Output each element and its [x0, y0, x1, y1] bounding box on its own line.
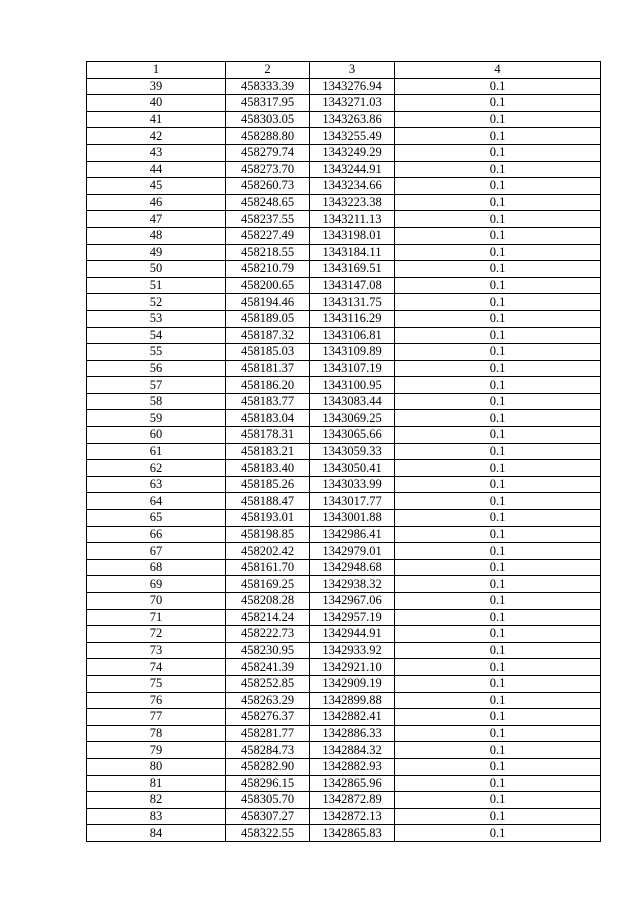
table-cell: 0.1: [395, 277, 601, 294]
table-cell: 1342948.68: [310, 559, 395, 576]
table-cell: 1343059.33: [310, 443, 395, 460]
table-cell: 1342921.10: [310, 659, 395, 676]
table-cell: 458187.32: [226, 327, 310, 344]
table-row: [87, 344, 601, 361]
table-row: [87, 792, 601, 809]
table-cell: 64: [87, 493, 226, 510]
table-cell: 458186.20: [226, 377, 310, 394]
table-cell: 0.1: [395, 227, 601, 244]
table-cell: 458263.29: [226, 692, 310, 709]
table-cell: 458218.55: [226, 244, 310, 261]
table-cell: 1342979.01: [310, 543, 395, 560]
table-cell: 1343211.13: [310, 211, 395, 228]
table-row: [87, 559, 601, 576]
table-cell: 458210.79: [226, 261, 310, 278]
table-row: [87, 510, 601, 527]
table-cell: 458279.74: [226, 144, 310, 161]
table-cell: 1343255.49: [310, 128, 395, 145]
table-cell: 458181.37: [226, 360, 310, 377]
table-cell: 51: [87, 277, 226, 294]
table-cell: 41: [87, 111, 226, 128]
table-cell: 0.1: [395, 294, 601, 311]
table-cell: 1342944.91: [310, 626, 395, 643]
table-cell: 0.1: [395, 144, 601, 161]
table-cell: 0.1: [395, 543, 601, 560]
table-cell: 458241.39: [226, 659, 310, 676]
table-cell: 458317.95: [226, 95, 310, 112]
table-cell: 458303.05: [226, 111, 310, 128]
column-header: 4: [395, 62, 601, 79]
table-cell: 0.1: [395, 476, 601, 493]
table-header-row: [87, 62, 601, 79]
table-cell: 1343184.11: [310, 244, 395, 261]
table-row: [87, 460, 601, 477]
table-cell: 0.1: [395, 626, 601, 643]
table-cell: 73: [87, 642, 226, 659]
table-cell: 0.1: [395, 178, 601, 195]
table-cell: 1343223.38: [310, 194, 395, 211]
table-cell: 1343234.66: [310, 178, 395, 195]
table-cell: 78: [87, 725, 226, 742]
table-row: [87, 227, 601, 244]
table-cell: 52: [87, 294, 226, 311]
table-cell: 458183.21: [226, 443, 310, 460]
table-cell: 0.1: [395, 78, 601, 95]
table-cell: 458194.46: [226, 294, 310, 311]
table-row: [87, 626, 601, 643]
table-cell: 55: [87, 344, 226, 361]
table-cell: 1343017.77: [310, 493, 395, 510]
table-row: [87, 360, 601, 377]
table-row: [87, 410, 601, 427]
table-cell: 1343131.75: [310, 294, 395, 311]
table-cell: 43: [87, 144, 226, 161]
table-cell: 62: [87, 460, 226, 477]
table-cell: 0.1: [395, 725, 601, 742]
table-row: [87, 427, 601, 444]
table-cell: 50: [87, 261, 226, 278]
table-cell: 68: [87, 559, 226, 576]
table-row: [87, 476, 601, 493]
table-cell: 458333.39: [226, 78, 310, 95]
table-cell: 48: [87, 227, 226, 244]
table-cell: 458214.24: [226, 609, 310, 626]
table-cell: 458183.04: [226, 410, 310, 427]
table-row: [87, 393, 601, 410]
table-cell: 458230.95: [226, 642, 310, 659]
table-cell: 458178.31: [226, 427, 310, 444]
table-cell: 1343244.91: [310, 161, 395, 178]
table-row: [87, 775, 601, 792]
table-cell: 458183.40: [226, 460, 310, 477]
table-cell: 1343271.03: [310, 95, 395, 112]
table-cell: 0.1: [395, 211, 601, 228]
table-cell: 56: [87, 360, 226, 377]
table-cell: 74: [87, 659, 226, 676]
table-cell: 458273.70: [226, 161, 310, 178]
table-row: [87, 742, 601, 759]
table-cell: 0.1: [395, 559, 601, 576]
table-cell: 1343276.94: [310, 78, 395, 95]
table-cell: 0.1: [395, 758, 601, 775]
table-cell: 81: [87, 775, 226, 792]
table-cell: 82: [87, 792, 226, 809]
table-cell: 458185.03: [226, 344, 310, 361]
table-cell: 1343109.89: [310, 344, 395, 361]
table-cell: 80: [87, 758, 226, 775]
table-cell: 0.1: [395, 709, 601, 726]
table-row: [87, 808, 601, 825]
table-cell: 1343147.08: [310, 277, 395, 294]
table-cell: 1343249.29: [310, 144, 395, 161]
table-cell: 45: [87, 178, 226, 195]
table-cell: 0.1: [395, 642, 601, 659]
table-cell: 0.1: [395, 128, 601, 145]
coordinates-table: [86, 61, 601, 842]
table-row: [87, 576, 601, 593]
table-cell: 0.1: [395, 360, 601, 377]
table-row: [87, 194, 601, 211]
table-cell: 0.1: [395, 327, 601, 344]
table-cell: 40: [87, 95, 226, 112]
table-cell: 458296.15: [226, 775, 310, 792]
table-cell: 39: [87, 78, 226, 95]
table-cell: 458169.25: [226, 576, 310, 593]
table-cell: 1342957.19: [310, 609, 395, 626]
table-cell: 53: [87, 310, 226, 327]
table-row: [87, 128, 601, 145]
table-cell: 458202.42: [226, 543, 310, 560]
table-cell: 60: [87, 427, 226, 444]
table-cell: 0.1: [395, 675, 601, 692]
table-cell: 1342886.33: [310, 725, 395, 742]
table-cell: 0.1: [395, 775, 601, 792]
table-cell: 458248.65: [226, 194, 310, 211]
table-cell: 0.1: [395, 808, 601, 825]
table-cell: 0.1: [395, 111, 601, 128]
table-cell: 458198.85: [226, 526, 310, 543]
table-cell: 458237.55: [226, 211, 310, 228]
table-cell: 54: [87, 327, 226, 344]
table-cell: 1342899.88: [310, 692, 395, 709]
table-cell: 458227.49: [226, 227, 310, 244]
table-cell: 458282.90: [226, 758, 310, 775]
table-cell: 458284.73: [226, 742, 310, 759]
table-cell: 0.1: [395, 609, 601, 626]
table-row: [87, 95, 601, 112]
table-cell: 42: [87, 128, 226, 145]
table-row: [87, 294, 601, 311]
table-cell: 44: [87, 161, 226, 178]
table-row: [87, 144, 601, 161]
table-cell: 1342933.92: [310, 642, 395, 659]
column-header: 1: [87, 62, 226, 79]
table-cell: 0.1: [395, 161, 601, 178]
table-row: [87, 725, 601, 742]
table-row: [87, 543, 601, 560]
table-cell: 0.1: [395, 825, 601, 842]
table-row: [87, 161, 601, 178]
table-cell: 458189.05: [226, 310, 310, 327]
table-cell: 0.1: [395, 792, 601, 809]
table-row: [87, 825, 601, 842]
table-cell: 1342882.93: [310, 758, 395, 775]
table-cell: 1343116.29: [310, 310, 395, 327]
table-cell: 1342882.41: [310, 709, 395, 726]
table-cell: 77: [87, 709, 226, 726]
table-row: [87, 78, 601, 95]
table-row: [87, 111, 601, 128]
table-cell: 0.1: [395, 194, 601, 211]
table-row: [87, 675, 601, 692]
table-cell: 0.1: [395, 593, 601, 610]
table-cell: 1343107.19: [310, 360, 395, 377]
table-cell: 458260.73: [226, 178, 310, 195]
table-cell: 458252.85: [226, 675, 310, 692]
table-cell: 1342872.89: [310, 792, 395, 809]
table-cell: 69: [87, 576, 226, 593]
table-cell: 0.1: [395, 344, 601, 361]
table-cell: 458281.77: [226, 725, 310, 742]
table-row: [87, 261, 601, 278]
table-cell: 76: [87, 692, 226, 709]
table-cell: 1342909.19: [310, 675, 395, 692]
table-cell: 1343169.51: [310, 261, 395, 278]
table-cell: 1342986.41: [310, 526, 395, 543]
table-cell: 58: [87, 393, 226, 410]
table-cell: 47: [87, 211, 226, 228]
table-row: [87, 609, 601, 626]
table-row: [87, 211, 601, 228]
table-row: [87, 327, 601, 344]
table-cell: 63: [87, 476, 226, 493]
table-cell: 458288.80: [226, 128, 310, 145]
table-cell: 0.1: [395, 427, 601, 444]
table-cell: 458193.01: [226, 510, 310, 527]
table-cell: 458307.27: [226, 808, 310, 825]
column-header: 2: [226, 62, 310, 79]
table-cell: 0.1: [395, 393, 601, 410]
table-cell: 0.1: [395, 659, 601, 676]
table-cell: 1343100.95: [310, 377, 395, 394]
column-header: 3: [310, 62, 395, 79]
table-cell: 1342865.83: [310, 825, 395, 842]
table-cell: 1343050.41: [310, 460, 395, 477]
table-cell: 66: [87, 526, 226, 543]
table-cell: 1342872.13: [310, 808, 395, 825]
table-cell: 0.1: [395, 443, 601, 460]
table-cell: 84: [87, 825, 226, 842]
table-cell: 49: [87, 244, 226, 261]
table-cell: 1342865.96: [310, 775, 395, 792]
table-row: [87, 310, 601, 327]
table-cell: 67: [87, 543, 226, 560]
table-cell: 458305.70: [226, 792, 310, 809]
table-cell: 458183.77: [226, 393, 310, 410]
table-row: [87, 526, 601, 543]
table-cell: 1342938.32: [310, 576, 395, 593]
table-cell: 72: [87, 626, 226, 643]
table-cell: 0.1: [395, 377, 601, 394]
table-row: [87, 709, 601, 726]
table-cell: 1343083.44: [310, 393, 395, 410]
table-cell: 0.1: [395, 410, 601, 427]
table-cell: 1343001.88: [310, 510, 395, 527]
table-cell: 458188.47: [226, 493, 310, 510]
table-cell: 458161.70: [226, 559, 310, 576]
table-cell: 83: [87, 808, 226, 825]
table-body: [87, 78, 601, 841]
table-row: [87, 277, 601, 294]
table-cell: 57: [87, 377, 226, 394]
table-cell: 65: [87, 510, 226, 527]
table-cell: 46: [87, 194, 226, 211]
table-cell: 0.1: [395, 510, 601, 527]
table-cell: 1342884.32: [310, 742, 395, 759]
table-row: [87, 659, 601, 676]
table-row: [87, 593, 601, 610]
table-cell: 1343033.99: [310, 476, 395, 493]
table-cell: 458200.65: [226, 277, 310, 294]
table-cell: 75: [87, 675, 226, 692]
table-cell: 59: [87, 410, 226, 427]
table-cell: 0.1: [395, 310, 601, 327]
table-cell: 70: [87, 593, 226, 610]
table-cell: 458208.28: [226, 593, 310, 610]
table-cell: 1343065.66: [310, 427, 395, 444]
table-cell: 458322.55: [226, 825, 310, 842]
table-cell: 0.1: [395, 576, 601, 593]
table-cell: 0.1: [395, 692, 601, 709]
table-row: [87, 642, 601, 659]
table-row: [87, 493, 601, 510]
table-row: [87, 178, 601, 195]
table-cell: 0.1: [395, 526, 601, 543]
table-cell: 0.1: [395, 261, 601, 278]
table-cell: 0.1: [395, 244, 601, 261]
table-cell: 458222.73: [226, 626, 310, 643]
table-row: [87, 758, 601, 775]
table-row: [87, 377, 601, 394]
table-cell: 1343263.86: [310, 111, 395, 128]
table-row: [87, 244, 601, 261]
table-row: [87, 443, 601, 460]
table-cell: 1342967.06: [310, 593, 395, 610]
table-cell: 458185.26: [226, 476, 310, 493]
table-cell: 458276.37: [226, 709, 310, 726]
table-cell: 79: [87, 742, 226, 759]
table-cell: 1343069.25: [310, 410, 395, 427]
table-cell: 0.1: [395, 95, 601, 112]
table-row: [87, 692, 601, 709]
table-cell: 0.1: [395, 493, 601, 510]
table-cell: 1343106.81: [310, 327, 395, 344]
table-cell: 0.1: [395, 460, 601, 477]
table-cell: 71: [87, 609, 226, 626]
table-cell: 61: [87, 443, 226, 460]
table-cell: 0.1: [395, 742, 601, 759]
table-cell: 1343198.01: [310, 227, 395, 244]
